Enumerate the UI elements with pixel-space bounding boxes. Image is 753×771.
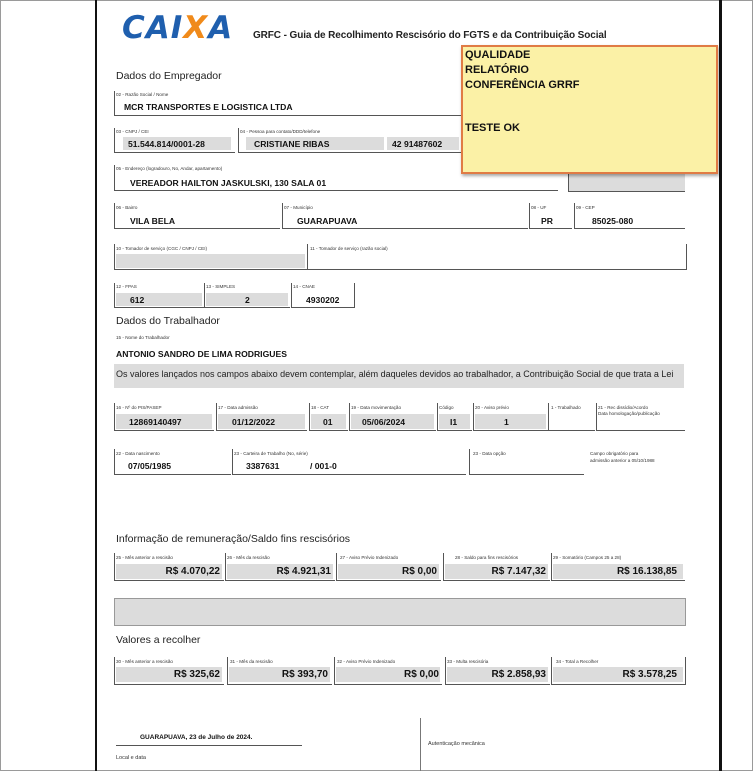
- birth-label: 22 - Data nascimento: [116, 451, 160, 456]
- field-33-label: 33 - Multa rescisória: [447, 659, 489, 664]
- right-border-line: [719, 0, 722, 771]
- place-date-line: [116, 745, 302, 746]
- uf-label: 08 - UF: [531, 205, 547, 210]
- pis-label: 16 - Nº do PIS/PASEP: [116, 405, 162, 410]
- cnpj-value: 51.544.814/0001-28: [128, 139, 205, 149]
- contact-label: 04 - Pessoa para contato/DDD/telefone: [240, 129, 321, 134]
- notice-text: Os valores lançados nos campos abaixo devem contemplar, além daqueles devidos ao trabalhador, a Contribuição Social de que trata a Lei: [116, 369, 674, 379]
- logo-x-letter: X: [183, 10, 209, 46]
- document-title: GRFC - Guia de Recolhimento Rescisório do FGTS e da Contribuição Social: [253, 30, 607, 41]
- phone-value: 42 91487602: [392, 139, 443, 149]
- notice-period-shade: [475, 414, 546, 429]
- field-26-value: R$ 4.921,31: [276, 566, 331, 577]
- fpas-shade: [116, 293, 202, 306]
- service-taker-label: 10 - Tomador de serviço (CGC / CNPJ / CEI): [116, 246, 208, 251]
- auth-divider: [420, 718, 421, 771]
- fpas-value: 612: [130, 295, 145, 305]
- address-extra-shade: [568, 173, 685, 192]
- simples-label: 13 - SIMPLES: [206, 284, 236, 289]
- note-line-3: CONFERÊNCIA GRRF: [465, 79, 580, 91]
- field-28-label: 28 - Saldo para fins rescisórios: [455, 555, 519, 560]
- cnpj-label: 03 - CNPJ / CEI: [116, 129, 149, 134]
- field-30-label: 30 - Mês anterior a rescisão: [116, 659, 173, 664]
- auth-label: Autenticação mecânica: [428, 741, 485, 747]
- city-value: GUARAPUAVA: [297, 216, 358, 226]
- blank-gray-band: [114, 598, 686, 626]
- uf-value: PR: [541, 216, 553, 226]
- field-30-value: R$ 325,62: [173, 669, 220, 680]
- employer-name-label: 02 - Razão Social / Nome: [116, 92, 169, 97]
- field-25-label: 25 - Mês anterior a rescisão: [116, 555, 173, 560]
- cat-value: 01: [323, 417, 333, 427]
- field-27-label: 27 - Aviso Prévio Indenizado: [340, 555, 399, 560]
- ctps-series: / 001-0: [310, 461, 337, 471]
- note-line-2: RELATÓRIO: [465, 64, 529, 76]
- field-29-label: 29 - Somatório (Campos 25 a 28): [553, 555, 622, 560]
- agreement-sub-label: Data homologação/publicação: [598, 411, 660, 416]
- cep-label: 09 - CEP: [576, 205, 595, 210]
- remuneration-section-title: Informação de remuneração/Saldo fins rescisórios: [116, 533, 351, 545]
- admission-value: 01/12/2022: [232, 417, 276, 427]
- contact-value: CRISTIANE RIBAS: [254, 139, 330, 149]
- admission-label: 17 - Data admissão: [218, 405, 258, 410]
- field-34-value: R$ 3.578,25: [622, 669, 677, 680]
- birth-value: 07/05/1985: [128, 461, 172, 471]
- notice-period-value: 1: [504, 417, 509, 427]
- worker-name-value: ANTONIO SANDRO DE LIMA RODRIGUES: [116, 349, 287, 359]
- note-line-1: QUALIDADE: [465, 49, 531, 61]
- field-26-label: 26 - Mês da rescisão: [227, 555, 270, 560]
- employer-section-title: Dados do Empregador: [116, 70, 222, 82]
- place-date-value: GUARAPUAVA, 23 de Julho de 2024.: [140, 734, 253, 741]
- logo-text: CAIXA: [122, 10, 234, 46]
- field-32-label: 32 - Aviso Prévio Indenizado: [337, 659, 396, 664]
- worker-section-title: Dados do Trabalhador: [116, 315, 220, 327]
- pis-value: 12869140497: [129, 417, 182, 427]
- address-value: VEREADOR HAILTON JASKULSKI, 130 SALA 01: [130, 178, 327, 188]
- service-taker-shade: [116, 254, 305, 268]
- code-value: I1: [450, 417, 458, 427]
- district-label: 06 - Bairro: [116, 205, 138, 210]
- cep-value: 85025-080: [592, 216, 634, 226]
- option-date-label: 23 - Data opção: [473, 451, 506, 456]
- district-value: VILA BELA: [130, 216, 176, 226]
- field-28-value: R$ 7.147,32: [491, 566, 546, 577]
- field-27-value: R$ 0,00: [401, 566, 437, 577]
- service-taker-name-label: 11 - Tomador de serviço (razão social): [310, 246, 388, 251]
- ctps-label: 23 - Carteira de Trabalho (No, série): [234, 451, 308, 456]
- caixa-logo: [122, 10, 233, 46]
- address-label: 05 - Endereço (logradouro, No, Andar, apartamento): [116, 166, 223, 171]
- left-border-line: [95, 0, 97, 771]
- mandatory-note-line2: admissão anterior a 05/10/1988: [590, 458, 655, 463]
- worker-name-label: 15 - Nome do Trabalhador: [116, 335, 170, 340]
- movement-value: 05/06/2024: [362, 417, 406, 427]
- fpas-label: 12 - FPAS: [116, 284, 137, 289]
- place-date-label: Local e data: [116, 755, 146, 761]
- simples-value: 2: [245, 295, 250, 305]
- city-label: 07 - Município: [284, 205, 313, 210]
- note-line-4: TESTE OK: [465, 122, 521, 134]
- code-label: Código: [439, 405, 454, 410]
- sticky-note[interactable]: [461, 45, 718, 174]
- field-34-label: 34 - Total a Recolher: [556, 659, 599, 664]
- cnae-value: 4930202: [306, 295, 340, 305]
- agreement-label: 21 - Rec dissídio/Acordo: [598, 405, 649, 410]
- field-29-value: R$ 16.138,85: [616, 566, 677, 577]
- field-31-value: R$ 393,70: [281, 669, 328, 680]
- worked-label: 1 - Trabalhado: [551, 405, 581, 410]
- cnae-label: 14 - CNAE: [293, 284, 315, 289]
- employer-name-value: MCR TRANSPORTES E LOGISTICA LTDA: [124, 102, 293, 112]
- field-32-value: R$ 0,00: [403, 669, 439, 680]
- movement-label: 19 - Data movimentação: [351, 405, 402, 410]
- notice-period-label: 20 - Aviso prévio: [475, 405, 509, 410]
- field-25-value: R$ 4.070,22: [165, 566, 220, 577]
- payable-section-title: Valores a recolher: [116, 634, 201, 646]
- mandatory-note-line1: Campo obrigatório para: [590, 451, 639, 456]
- ctps-number: 3387631: [246, 461, 280, 471]
- cat-label: 18 - CAT: [311, 405, 330, 410]
- field-31-label: 31 - Mês da rescisão: [230, 659, 273, 664]
- field-33-value: R$ 2.858,93: [491, 669, 546, 680]
